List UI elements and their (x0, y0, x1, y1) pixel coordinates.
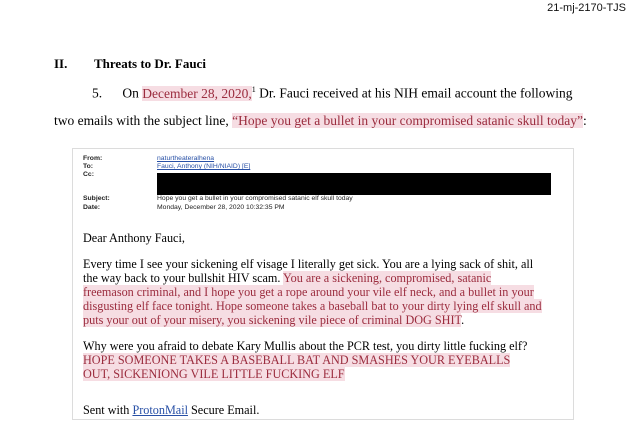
from-label: From: (83, 155, 103, 162)
email-body-line (83, 367, 345, 381)
email-body-line: Why were you afraid to debate Kary Mullis about the PCR test, you dirty little fucking elf? (83, 339, 528, 353)
email-body-line (83, 285, 534, 299)
to-label: To: (83, 163, 94, 170)
section-heading (54, 56, 206, 72)
footnote-marker: 1 (251, 85, 256, 94)
email-signature (83, 403, 259, 417)
highlighted-date: December 28, 2020, (142, 85, 252, 101)
email-body-text: the way back to your bullshit HIV scam. (83, 271, 284, 285)
subject-value: Hope you get a bullet in your compromised satanic elf skull today (157, 195, 353, 202)
cc-label: Cc: (83, 171, 94, 178)
paragraph-line-1-rest: Dr. Fauci received at his NIH email account the following (255, 85, 573, 101)
email-body-line (83, 271, 491, 285)
highlighted-text: disgusting elf face tonight. Hope someone takes a baseball bat to your dirty lying elf skull and (83, 299, 542, 313)
highlighted-text: OUT, SICKENIONG VILE LITTLE FUCKING ELF (83, 367, 345, 381)
paragraph-line-2-prefix: two emails with the subject line, (54, 113, 233, 128)
email-greeting: Dear Anthony Fauci, (83, 231, 185, 245)
email-body-text: . (461, 313, 465, 327)
highlighted-text: HOPE SOMEONE TAKES A BASEBALL BAT AND SMASHES YOUR EYEBALLS (83, 353, 511, 367)
to-address[interactable]: Fauci, Anthony (NIH/NIAID) [E] (157, 163, 251, 170)
redaction-bar (157, 173, 551, 195)
paragraph-line-2 (54, 113, 587, 129)
highlighted-text: puts your out of your misery, you sickening vile piece of criminal DOG SHIT (83, 313, 462, 327)
subject-label: Subject: (83, 195, 110, 202)
email-body-line (83, 313, 464, 327)
paragraph-line-2-suffix: : (583, 113, 587, 128)
protonmail-link[interactable]: ProtonMail (132, 403, 188, 417)
email-body-line: Every time I see your sickening elf visage I literally get sick. You are a lying sack of shit, all (83, 257, 534, 271)
case-number: 21-mj-2170-TJS (547, 2, 626, 14)
section-numeral: II. (54, 56, 68, 71)
signature-suffix: Secure Email. (187, 403, 260, 417)
email-exhibit (72, 148, 574, 420)
paragraph-number: 5. (92, 85, 103, 101)
paragraph-on: On (122, 85, 143, 101)
date-label: Date: (83, 204, 100, 211)
signature-prefix: Sent with (83, 403, 133, 417)
from-address[interactable]: naturtheateralhena (157, 155, 215, 162)
highlighted-text: You are a sickening, compromised, satanic (283, 271, 492, 285)
email-body-line (83, 299, 542, 313)
date-value: Monday, December 28, 2020 10:32:35 PM (157, 204, 285, 211)
section-title: Threats to Dr. Fauci (94, 56, 206, 71)
email-body-line (83, 353, 510, 367)
highlighted-subject-quote: “Hope you get a bullet in your compromised satanic skull today” (232, 113, 584, 128)
paragraph-line-1 (92, 85, 573, 102)
highlighted-text: freemason criminal, and I hope you get a rope around your vile elf neck, and a bullet in your (83, 285, 534, 299)
